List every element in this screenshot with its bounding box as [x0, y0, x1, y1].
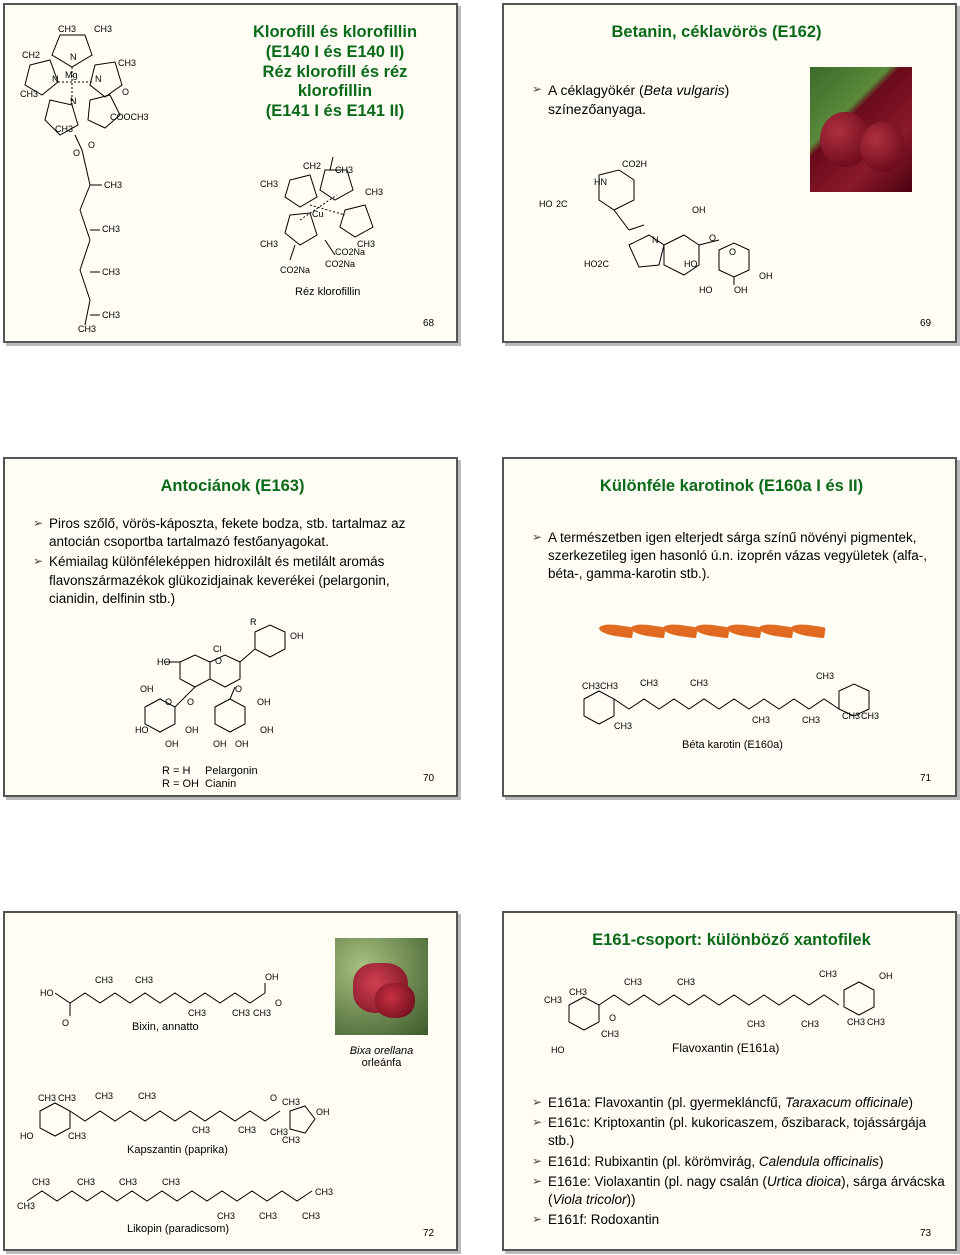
chem-label-ch3: CH3: [365, 187, 384, 197]
bullet-list: [532, 529, 932, 586]
chem-label-co2na: CO2Na: [325, 259, 356, 269]
chem-label-ch3: CH3: [253, 1008, 272, 1018]
chem-label-o: O: [73, 148, 81, 158]
carrot-image: [790, 623, 825, 639]
chem-label-o: O: [165, 697, 173, 707]
chem-label-ch3: CH3: [282, 1097, 301, 1107]
chem-label-ch3: CH3: [135, 975, 154, 985]
bullet-item: ➢ Piros szőlő, vörös-káposzta, fekete bodza, stb. tartalmaz az antocián csoportba tartalmazó festőanyagokat.: [33, 515, 438, 551]
chem-label-ch3: CH3: [95, 1091, 114, 1101]
bullet-list: [532, 81, 792, 121]
chem-label-oh: OH: [260, 725, 274, 735]
chem-label-ch3: CH3: [95, 975, 114, 985]
caption-capsanthin: Kapszantin (paprika): [127, 1144, 228, 1156]
chem-label-ch3: CH3: [600, 681, 619, 691]
chem-label-ch3: CH3: [544, 995, 563, 1005]
chem-label-ch3: CH3: [58, 24, 77, 34]
page-number: 70: [423, 773, 435, 784]
chem-label-hn: HN: [594, 177, 607, 187]
chem-label-oh: OH: [879, 971, 893, 981]
chem-label-oh: OH: [316, 1107, 330, 1117]
chem-label-o: O: [215, 656, 223, 666]
carrot-image: [694, 623, 729, 639]
chem-label-ch3: CH3: [17, 1201, 36, 1211]
bullet-item: ➢ E161d: Rubixantin (pl. körömvirág, Calendula officinalis): [532, 1153, 947, 1171]
chem-label-ch3: CH3: [55, 124, 74, 134]
chem-label-ch3: CH3: [119, 1177, 138, 1187]
carrot-image: [758, 623, 793, 639]
chem-label-ch3: CH3: [38, 1093, 57, 1103]
chem-label-o: O: [609, 1013, 617, 1023]
chem-label-ch3: CH3: [270, 1127, 289, 1137]
carrot-image: [662, 623, 697, 639]
chem-label-ho: HO: [157, 657, 171, 667]
slide-73: [502, 911, 957, 1251]
carrot-image: [598, 623, 633, 639]
chem-label-ch3: CH3: [188, 1008, 207, 1018]
chem-label-mg: Mg: [65, 70, 78, 80]
chem-label-oh: OH: [265, 972, 279, 982]
slide-72: [3, 911, 458, 1251]
chem-label-ch3: CH3: [614, 721, 633, 731]
caption-copper-chlorophyllin: Réz klorofillin: [295, 286, 361, 298]
lycopene-structure: [17, 1171, 347, 1231]
chem-label-ch3: CH3: [32, 1177, 51, 1187]
chem-label-ch2: CH2: [303, 161, 322, 171]
chem-label-ch3: CH3: [102, 267, 121, 277]
chem-label-ho: HO: [40, 988, 54, 998]
chem-label-ch3: CH3: [102, 310, 121, 320]
chem-label-cu: Cu: [312, 209, 324, 219]
chem-label-oh: OH: [185, 725, 199, 735]
bullet-item: ➢ E161a: Flavoxantin (pl. gyermekláncfű, Taraxacum officinale): [532, 1094, 947, 1112]
legend-r-oh: R = OH Cianin: [162, 778, 237, 790]
bullet-item: ➢ Kémiailag különféleképpen hidroxilált és metilált aromás flavonszármazékok glükozidjainak keverékei (pelargonin, cianidin, delfinin stb.): [33, 553, 438, 608]
chem-label-oh: OH: [140, 684, 154, 694]
caption-bixa-orellana: Bixa orellana orleánfa: [349, 1045, 414, 1069]
chem-label-ch3: CH3: [752, 715, 771, 725]
chem-label-ch3: CH3: [162, 1177, 181, 1187]
chem-label-ch3: CH3: [217, 1211, 236, 1221]
chem-label-ch3: CH3: [58, 1093, 77, 1103]
chem-label-n: N: [95, 74, 102, 84]
chem-label-o: O: [270, 1093, 278, 1103]
legend-r-h: R = H Pelargonin: [162, 765, 258, 777]
slide-69: [502, 3, 957, 343]
chem-label-ho: HO: [539, 199, 553, 209]
carrot-image: [630, 623, 665, 639]
bullet-list: [33, 515, 438, 610]
bullet-item: ➢ A céklagyökér (Beta vulgaris) színezőanyaga.: [532, 81, 792, 119]
chem-label-ho: HO: [551, 1045, 565, 1055]
chem-label-oh: OH: [257, 697, 271, 707]
slide-70: [3, 457, 458, 797]
chem-label-ch3: CH3: [102, 224, 121, 234]
chem-label-ch3: CH3: [801, 1019, 820, 1029]
chem-label-co2h: CO2H: [622, 159, 648, 169]
chem-label-n: N: [52, 74, 59, 84]
chem-label-ch3: CH3: [282, 1135, 301, 1145]
chem-label-ch3: CH3: [259, 1211, 278, 1221]
chem-label-n: N: [652, 235, 659, 245]
carrot-image: [726, 623, 761, 639]
bullet-item: ➢ E161e: Violaxantin (pl. nagy csalán (Urtica dioica), sárga árvácska (Viola tricolor)): [532, 1173, 947, 1209]
chem-label-ch3: CH3: [847, 1017, 866, 1027]
slide-title: Különféle karotinok (E160a I és II): [599, 477, 864, 495]
anthocyanin-structure: [125, 617, 425, 752]
chem-label-ch3: CH3: [315, 1187, 334, 1197]
chem-label-ch3: CH3: [569, 987, 588, 997]
chem-label-ch3: CH3: [601, 1029, 620, 1039]
chem-label-oh: OH: [290, 631, 304, 641]
betanin-structure: [534, 155, 773, 305]
caption-bixin: Bixin, annatto: [132, 1021, 199, 1033]
chem-label-ch3: CH3: [816, 671, 835, 681]
beta-carotene-structure: [574, 669, 904, 749]
chem-label-ch3: CH3: [68, 1131, 87, 1141]
chem-label-ch3: CH3: [819, 969, 838, 979]
chem-label-n: N: [70, 96, 77, 106]
chem-label-ch3: CH3: [118, 58, 137, 68]
chem-label-o: O: [62, 1018, 70, 1028]
chem-label-ch3: CH3: [260, 239, 279, 249]
bullet-item: ➢ A természetben igen elterjedt sárga színű növényi pigmentek, szerkezetileg igen hasonló ú.n. izoprén vázas vegyületek (alfa-, béta-, gamma-karotin stb.).: [532, 529, 932, 584]
chem-label-ch3: CH3: [138, 1091, 157, 1101]
caption-lycopene: Likopin (paradicsom): [127, 1223, 230, 1235]
chem-label-o: O: [709, 233, 717, 243]
chem-label-o: O: [729, 247, 737, 257]
copper-chlorophyllin-structure: [255, 155, 405, 275]
bixin-structure: [40, 968, 300, 1028]
chem-label-ch3: CH3: [77, 1177, 96, 1187]
slide-title: Antociánok (E163): [160, 477, 305, 495]
chem-label-ch3: CH3: [232, 1008, 251, 1018]
chem-label-oh: OH: [235, 739, 249, 749]
chem-label-ch3: CH3: [104, 180, 123, 190]
chem-label-co2h: 2C: [556, 199, 568, 209]
caption-beta-carotene: Béta karotin (E160a): [682, 739, 783, 751]
chem-label-ch3: CH3: [624, 977, 643, 987]
chem-label-ch3: CH3: [867, 1017, 886, 1027]
chem-label-cooch3: COOCH3: [110, 112, 149, 122]
chem-label-o: O: [187, 697, 195, 707]
slide-title: E161-csoport: különböző xantofilek: [592, 931, 871, 949]
chem-label-ch3: CH3: [192, 1125, 211, 1135]
chem-label-ch3: CH3: [640, 678, 659, 688]
chlorophyll-structure: [10, 10, 210, 340]
chem-label-cl: Cl: [213, 644, 222, 654]
beetroot-photo: [810, 67, 912, 192]
chem-label-o: O: [122, 87, 130, 97]
chem-label-ch2: CH2: [22, 50, 41, 60]
chem-label-ch3: CH3: [238, 1125, 257, 1135]
chem-label-ho: HO: [135, 725, 149, 735]
chem-label-ch3: CH3: [260, 179, 279, 189]
chem-label-o: O: [88, 140, 96, 150]
caption-flavoxanthin: Flavoxantin (E161a): [672, 1041, 780, 1055]
bullet-list: [532, 1094, 947, 1232]
chem-label-ch3: CH3: [677, 977, 696, 987]
chem-label-ch3: CH3: [335, 165, 354, 175]
chem-label-ch3: CH3: [94, 24, 113, 34]
chem-label-oh: OH: [759, 271, 773, 281]
chem-label-oh: OH: [692, 205, 706, 215]
slide-68: [3, 3, 458, 343]
chem-label-o: O: [235, 684, 243, 694]
page-number: 72: [423, 1228, 435, 1239]
page-number: 71: [920, 773, 932, 784]
chem-label-ho: HO2C: [584, 259, 610, 269]
chem-label-ch3: CH3: [802, 715, 821, 725]
slide-title: Klorofill és klorofillin (E140 I és E140 II) Réz klorofill és réz klorofillin (E141 I és E141 II): [252, 23, 418, 121]
chem-label-ho: HO: [684, 259, 698, 269]
bixa-orellana-photo: [335, 938, 428, 1035]
chem-label-n: N: [70, 52, 77, 62]
slide-title: Betanin, céklavörös (E162): [611, 23, 822, 41]
chem-label-oh: OH: [213, 739, 227, 749]
chem-label-ch3: CH3: [20, 89, 39, 99]
chem-label-oh: OH: [165, 739, 179, 749]
chem-label-ch3: CH3: [357, 239, 376, 249]
chem-label-ch3: CH3: [690, 678, 709, 688]
bullet-item: ➢ E161c: Kriptoxantin (pl. kukoricaszem, őszibarack, tojássárgája stb.): [532, 1114, 947, 1150]
chem-label-co2na: CO2Na: [280, 265, 311, 275]
bullet-item: ➢ E161f: Rodoxantin: [532, 1211, 947, 1229]
chem-label-o: O: [275, 998, 283, 1008]
page-number: 68: [423, 318, 435, 329]
chem-label-ho: HO: [20, 1131, 34, 1141]
chem-label-ch3: CH3: [842, 711, 861, 721]
chem-label-ch3: CH3: [78, 324, 97, 334]
slide-71: [502, 457, 957, 797]
chem-label-ho: HO: [699, 285, 713, 295]
carrot-row: [599, 621, 839, 643]
page-number: 73: [920, 1228, 932, 1239]
chem-label-ch3: CH3: [582, 681, 601, 691]
chem-label-co2na: CO2Na: [335, 247, 366, 257]
chem-label-ch3: CH3: [302, 1211, 321, 1221]
chem-label-ch3: CH3: [861, 711, 880, 721]
chem-label-ch3: CH3: [747, 1019, 766, 1029]
chem-label-r: R: [250, 617, 257, 627]
chem-label-oh: OH: [734, 285, 748, 295]
page-number: 69: [920, 318, 932, 329]
